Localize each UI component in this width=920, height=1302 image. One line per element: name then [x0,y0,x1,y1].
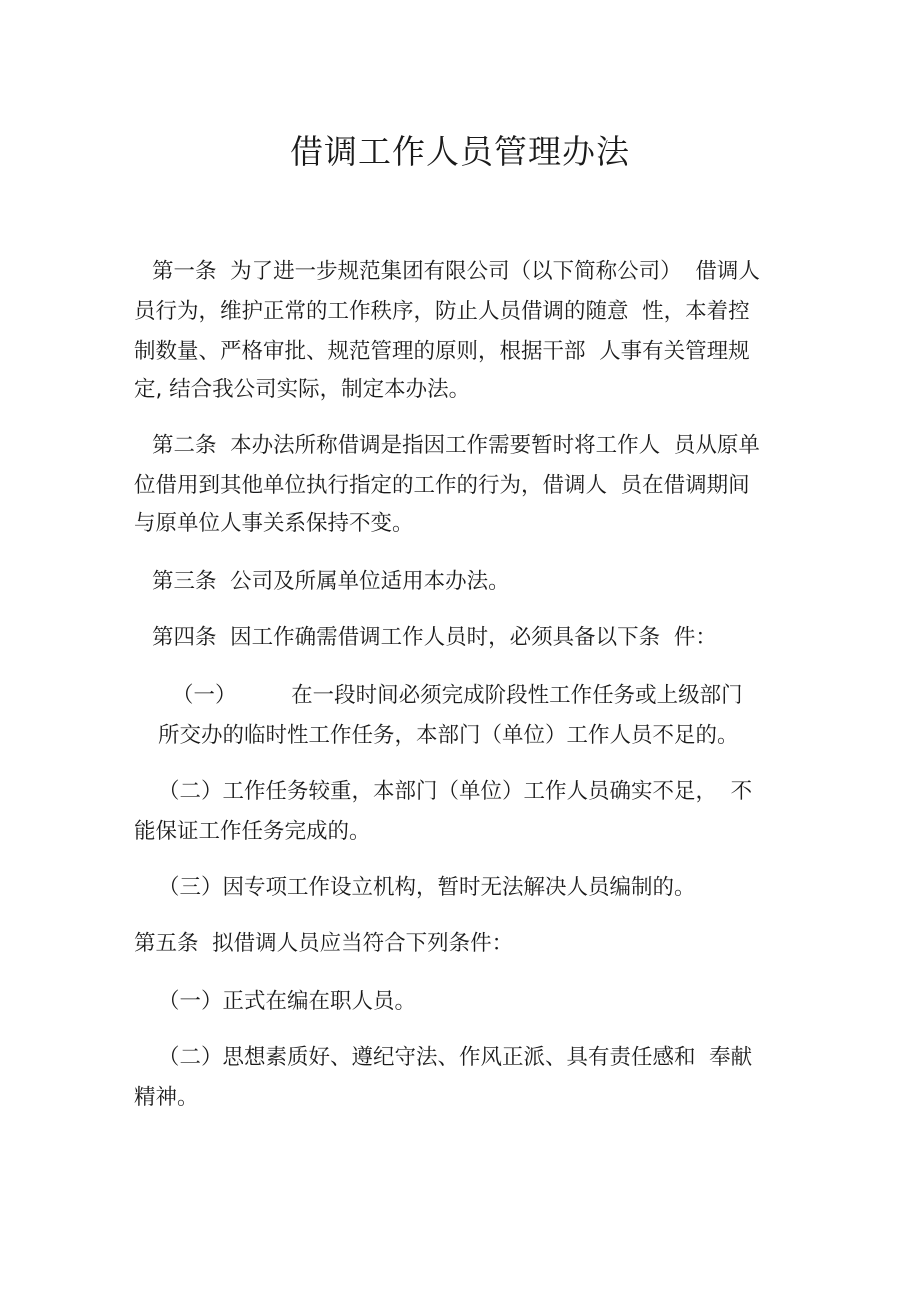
article-4-item-3-line-1: （三）因专项工作设立机构，暂时无法解决人员编制的。 [158,875,696,900]
article-2-line-1: 第二条 本办法所称借调是指因工作需要暂时将工作人 员从原单 [152,433,760,458]
article-4-item-2-line-1: （二）工作任务较重，本部门（单位）工作人员确实不足， 不 [158,779,753,804]
article-4-item-1-line-2: 所交办的临时性工作任务，本部门（单位）工作人员不足的。 [158,723,739,748]
article-4-item-1-line-1: （一） 在一段时间必须完成阶段性工作任务或上级部门 [172,683,743,708]
article-4-item-2-line-2: 能保证工作任务完成的。 [134,819,371,844]
article-1-line-3: 制数量、严格审批、规范管理的原则，根据干部 人事有关管理规 [134,339,750,364]
article-1-line-2: 员行为，维护正常的工作秩序，防止人员借调的随意 性，本着控 [134,299,750,324]
article-5-item-1-line-1: （一）正式在编在职人员。 [158,989,417,1014]
article-4-line-1: 第四条 因工作确需借调工作人员时，必须具备以下条 件： [152,625,717,650]
article-3-line-1: 第三条 公司及所属单位适用本办法。 [152,569,510,594]
article-2-line-2: 位借用到其他单位执行指定的工作的行为，借调人 员在借调期间 [134,473,750,498]
article-2-line-3: 与原单位人事关系保持不变。 [134,511,414,536]
article-1-line-1: 第一条 为了进一步规范集团有限公司（以下简称公司） 借调人 [152,259,760,284]
article-1-line-4: 定, 结合我公司实际，制定本办法。 [134,377,471,402]
document-title: 借调工作人员管理办法 [290,132,630,171]
article-5-item-2-line-1: （二）思想素质好、遵纪守法、作风正派、具有责任感和 奉献 [158,1045,753,1070]
article-5-line-1: 第五条 拟借调人员应当符合下列条件： [134,931,514,956]
article-5-item-2-line-2: 精神。 [134,1085,199,1110]
